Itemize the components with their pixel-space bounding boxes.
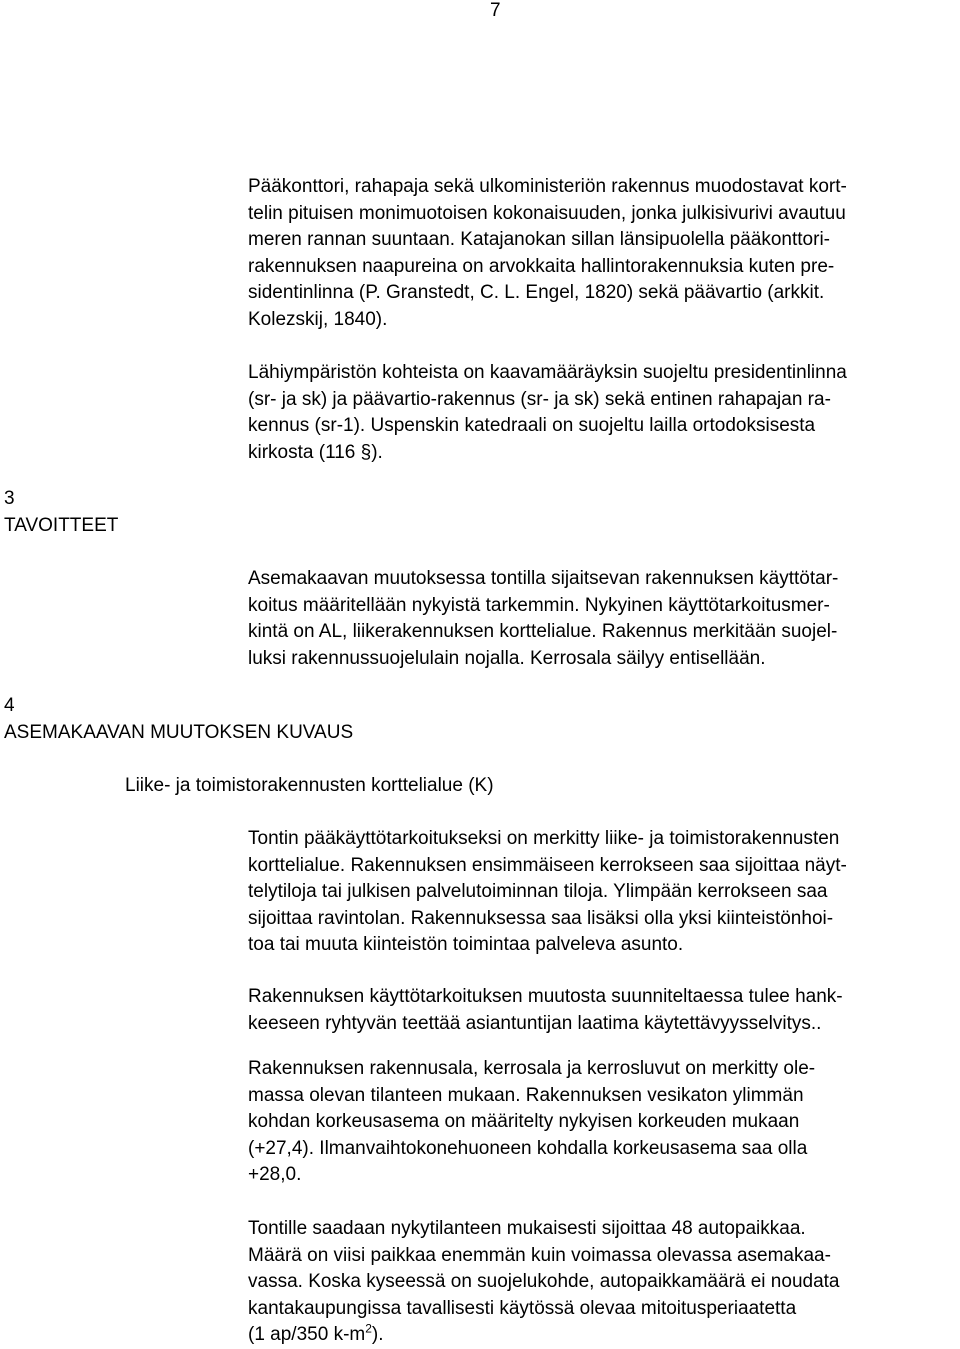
text-line: kintä on AL, liikerakennuksen korttelialue. Rakennus merkitään suojel- xyxy=(248,621,838,643)
text-line: koitus määritellään nykyistä tarkemmin. Nykyinen käyttötarkoitusmer- xyxy=(248,594,830,616)
text-line: kirkosta (116 §). xyxy=(248,441,383,463)
text-line: toa tai muuta kiinteistön toimintaa palveleva asunto. xyxy=(248,934,684,956)
text-line: (+27,4). Ilmanvaihtokonehuoneen kohdalla korkeusasema saa olla xyxy=(248,1137,808,1159)
text-line: luksi rakennussuojelulain nojalla. Kerrosala säilyy entisellään. xyxy=(248,647,766,669)
text-fragment: ). xyxy=(371,1324,384,1346)
text-line: Pääkonttori, rahapaja sekä ulkoministeriön rakennus muodostavat kort- xyxy=(248,176,847,197)
text-line: meren rannan suuntaan. Katajanokan sillan länsipuolella pääkonttori- xyxy=(248,229,830,251)
text-line: (sr- ja sk) ja päävartio-rakennus (sr- ja sk) sekä entinen rahapajan ra- xyxy=(248,388,831,410)
text-line: rakennuksen naapureina on arvokkaita hallintorakennuksia kuten pre- xyxy=(248,255,835,277)
subsection-heading: Liike- ja toimistorakennusten korttelialue (K) xyxy=(125,775,494,796)
text-line: Määrä on viisi paikkaa enemmän kuin voimassa olevassa asemakaa- xyxy=(248,1244,831,1266)
text-line: korttelialue. Rakennuksen ensimmäiseen kerrokseen saa sijoittaa näyt- xyxy=(248,854,847,876)
text-line: sijoittaa ravintolan. Rakennuksessa saa lisäksi olla yksi kiinteistönhoi- xyxy=(248,907,834,929)
text-line: Asemakaavan muutoksessa tontilla sijaitsevan rakennuksen käyttötar- xyxy=(248,568,839,589)
usage-paragraph xyxy=(248,826,847,959)
text-line: +28,0. xyxy=(248,1164,302,1186)
text-line: vassa. Koska kyseessä on suojelukohde, autopaikkamäärä ei noudata xyxy=(248,1271,840,1293)
text-line: Kolezskij, 1840). xyxy=(248,308,388,330)
text-fragment: (1 ap/350 k-m xyxy=(248,1324,366,1346)
parking-paragraph xyxy=(248,1216,840,1349)
page-number: 7 xyxy=(490,0,501,21)
intro-paragraph xyxy=(248,174,847,334)
superscript: 2 xyxy=(365,1322,372,1337)
building-area-paragraph xyxy=(248,1056,815,1189)
text-line: Tontille saadaan nykytilanteen mukaisesti sijoittaa 48 autopaikkaa. xyxy=(248,1218,806,1239)
section-3-heading: TAVOITTEET xyxy=(4,515,119,536)
section-4-number: 4 xyxy=(4,695,15,716)
goals-paragraph xyxy=(248,566,838,672)
text-line: keeseen ryhtyvän teettää asiantuntijan laatima käytettävyysselvitys.. xyxy=(248,1012,822,1034)
section-3-number: 3 xyxy=(4,488,15,509)
section-4-heading: ASEMAKAAVAN MUUTOKSEN KUVAUS xyxy=(4,722,354,743)
text-line: kantakaupungissa tavallisesti käytössä olevaa mitoitusperiaatetta xyxy=(248,1297,797,1319)
text-line-last xyxy=(248,1322,840,1349)
text-line: telin pituisen monimuotoisen kokonaisuuden, jonka julkisivurivi avautuu xyxy=(248,202,846,224)
usability-paragraph xyxy=(248,984,843,1037)
text-line: Rakennuksen rakennusala, kerrosala ja kerrosluvut on merkitty ole- xyxy=(248,1058,816,1079)
text-line: Lähiympäristön kohteista on kaavamääräyksin suojeltu presidentinlinna xyxy=(248,362,847,383)
text-line: kohdan korkeusasema on määritelty nykyisen korkeuden mukaan xyxy=(248,1111,800,1133)
text-line: sidentinlinna (P. Granstedt, C. L. Engel, 1820) sekä päävartio (arkkit. xyxy=(248,282,825,304)
text-line: Tontin pääkäyttötarkoitukseksi on merkitty liike- ja toimistorakennusten xyxy=(248,828,840,849)
text-line: Rakennuksen käyttötarkoituksen muutosta suunniteltaessa tulee hank- xyxy=(248,986,843,1007)
text-line: telytiloja tai julkisen palvelutoiminnan tiloja. Ylimpään kerrokseen saa xyxy=(248,881,828,903)
protection-paragraph xyxy=(248,360,847,466)
text-line: kennus (sr-1). Uspenskin katedraali on suojeltu lailla ortodoksisesta xyxy=(248,415,816,437)
text-line: massa olevan tilanteen mukaan. Rakennuksen vesikaton ylimmän xyxy=(248,1084,804,1106)
